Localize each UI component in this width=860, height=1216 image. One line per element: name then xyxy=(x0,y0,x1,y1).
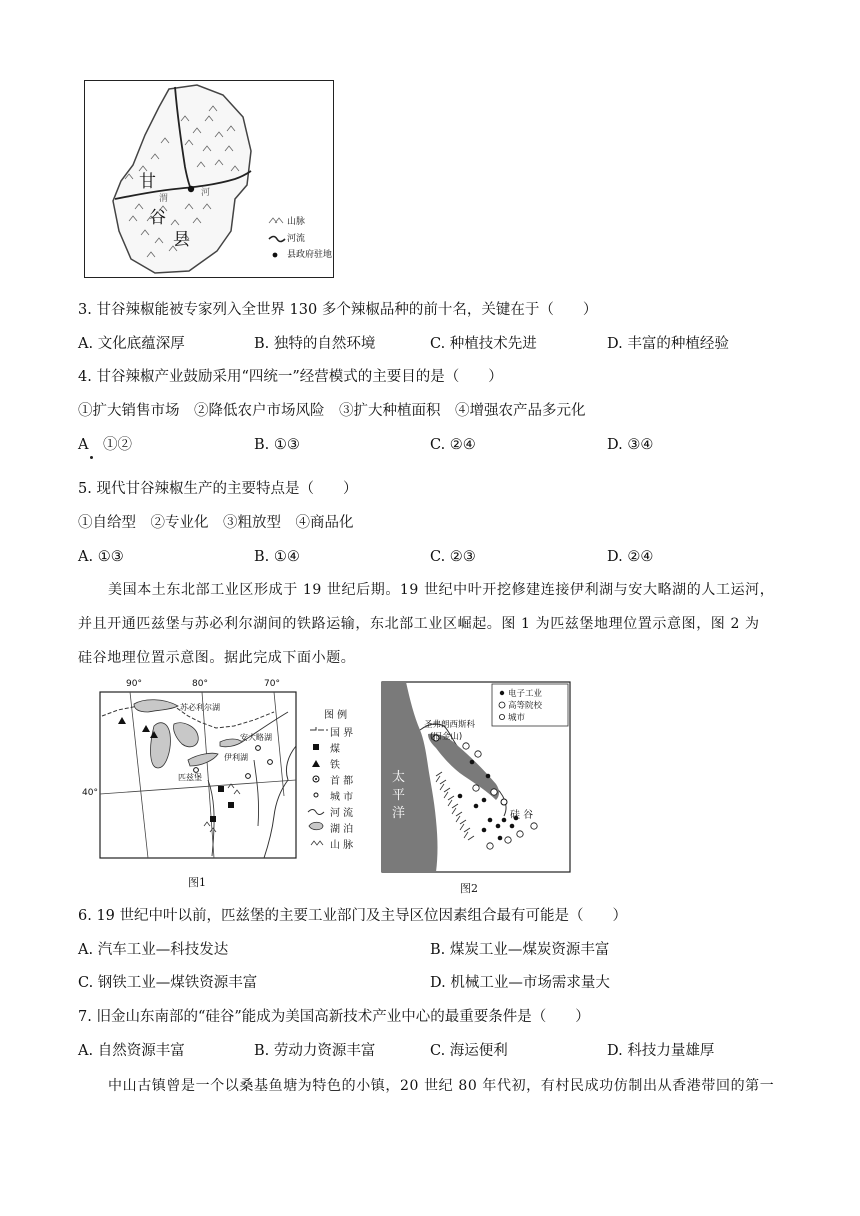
figure2-svg xyxy=(380,680,580,876)
label-sf-old: (旧金山) xyxy=(430,732,463,742)
label-erie: 伊利湖 xyxy=(224,753,248,762)
q5-option-a[interactable]: A. ①③ xyxy=(78,549,124,565)
legend-seat-label: 县政府驻地 xyxy=(287,250,333,260)
q3-option-d[interactable]: D. 丰富的种植经验 xyxy=(607,336,729,352)
label-silicon-valley: 硅 谷 xyxy=(510,810,534,821)
label-pittsburgh: 匹兹堡 xyxy=(178,773,202,782)
seat-dot-icon xyxy=(273,253,278,258)
q6-option-b[interactable]: B. 煤炭工业—煤炭资源丰富 xyxy=(430,942,610,958)
q3-stem: 3. 甘谷辣椒能被专家列入全世界 130 多个辣椒品种的前十名，关键在于（ ） xyxy=(78,302,598,318)
label-xian: 县 xyxy=(173,230,190,250)
q5-items: ①自给型 ②专业化 ③粗放型 ④商品化 xyxy=(78,515,354,531)
lon-80-label: 80° xyxy=(192,679,208,689)
q4-stem: 4. 甘谷辣椒产业鼓励采用“四统一”经营模式的主要目的是（ ） xyxy=(78,369,503,385)
label-gan: 甘 xyxy=(139,172,156,192)
label-ontario: 安大略湖 xyxy=(240,733,272,742)
ocean-char-1: 太 xyxy=(392,770,406,785)
q5-option-c[interactable]: C. ②③ xyxy=(430,549,476,565)
stray-dot xyxy=(90,456,93,459)
legend-river-label: 河 流 xyxy=(330,808,354,819)
passage1-line2: 并且开通匹兹堡与苏必利尔湖间的铁路运输，东北部工业区崛起。图 1 为匹兹堡地理位置示意图，图 2 为 xyxy=(78,616,760,632)
q3-option-c[interactable]: C. 种植技术先进 xyxy=(430,336,537,352)
lon-90-label: 90° xyxy=(126,679,142,689)
q3-option-a[interactable]: A. 文化底蕴深厚 xyxy=(78,336,185,352)
mountain-icon xyxy=(269,218,283,223)
legend-border-label: 国 界 xyxy=(330,728,354,739)
ocean-char-2: 平 xyxy=(392,788,406,803)
q7-option-a[interactable]: A. 自然资源丰富 xyxy=(78,1043,185,1059)
q4-option-a[interactable]: A ①② xyxy=(78,437,132,453)
q6-option-c[interactable]: C. 钢铁工业—煤铁资源丰富 xyxy=(78,975,258,991)
q6-option-a[interactable]: A. 汽车工业—科技发达 xyxy=(78,942,229,958)
legend-city-label-2: 城市 xyxy=(508,713,526,723)
river-char-1: 渭 xyxy=(159,194,169,204)
legend-coal-label: 煤 xyxy=(330,744,340,755)
legend-mountain-label: 山脉 xyxy=(287,217,306,227)
q5-stem: 5. 现代甘谷辣椒生产的主要特点是（ ） xyxy=(78,481,358,497)
label-sf: 圣弗朗西斯科 xyxy=(424,720,476,730)
q5-option-d[interactable]: D. ②④ xyxy=(607,549,654,565)
q3-option-b[interactable]: B. 独特的自然环境 xyxy=(254,336,376,352)
figure1-caption: 图1 xyxy=(188,876,206,889)
legend-mountain-label: 山 脉 xyxy=(330,840,354,851)
figure1 xyxy=(78,676,378,896)
q4-option-b[interactable]: B. ①③ xyxy=(254,437,300,453)
q4-option-c[interactable]: C. ②④ xyxy=(430,437,476,453)
q6-stem: 6. 19 世纪中叶以前，匹兹堡的主要工业部门及主导区位因素组合最有可能是（ ） xyxy=(78,908,628,924)
label-gu: 谷 xyxy=(149,208,166,228)
ocean-char-3: 洋 xyxy=(392,806,406,821)
legend-capital-label: 首 都 xyxy=(330,776,354,787)
q6-option-d[interactable]: D. 机械工业—市场需求量大 xyxy=(430,975,610,991)
legend-university-label: 高等院校 xyxy=(508,701,543,711)
lat-40-label: 40° xyxy=(82,788,98,798)
lon-70-label: 70° xyxy=(264,679,280,689)
passage2-line1: 中山古镇曾是一个以桑基鱼塘为特色的小镇，20 世纪 80 年代初，有村民成功仿制出从香港带回的第一 xyxy=(108,1078,775,1094)
q7-option-c[interactable]: C. 海运便利 xyxy=(430,1043,508,1059)
passage1-line1: 美国本土东北部工业区形成于 19 世纪后期。19 世纪中叶开挖修建连接伊利湖与安大略湖的人工运河， xyxy=(108,582,775,598)
legend-iron-label: 铁 xyxy=(330,760,340,771)
q7-option-b[interactable]: B. 劳动力资源丰富 xyxy=(254,1043,376,1059)
passage1-line3: 硅谷地理位置示意图。据此完成下面小题。 xyxy=(78,650,356,666)
county-seat-dot xyxy=(188,186,194,192)
q7-stem: 7. 旧金山东南部的“硅谷”能成为美国高新技术产业中心的最重要条件是（ ） xyxy=(78,1009,590,1025)
map1-legend xyxy=(269,218,285,257)
figure2 xyxy=(380,680,580,896)
q4-option-d[interactable]: D. ③④ xyxy=(607,437,654,453)
q7-option-d[interactable]: D. 科技力量雄厚 xyxy=(607,1043,715,1059)
legend-lake-label: 湖 泊 xyxy=(330,824,354,835)
legend-river-label: 河流 xyxy=(287,234,306,244)
river-char-2: 河 xyxy=(201,188,211,198)
legend-city-label: 城 市 xyxy=(330,792,354,803)
legend-electronics-label: 电子工业 xyxy=(508,689,543,699)
gangu-county-map xyxy=(84,80,334,278)
river-icon xyxy=(269,237,285,242)
label-superior: 苏必利尔湖 xyxy=(180,703,220,712)
figure2-caption: 图2 xyxy=(460,882,478,895)
q4-items: ①扩大销售市场 ②降低农户市场风险 ③扩大种植面积 ④增强农产品多元化 xyxy=(78,403,586,419)
legend-title: 图 例 xyxy=(324,710,348,721)
q5-option-b[interactable]: B. ①④ xyxy=(254,549,300,565)
figure1-legend xyxy=(308,727,328,845)
